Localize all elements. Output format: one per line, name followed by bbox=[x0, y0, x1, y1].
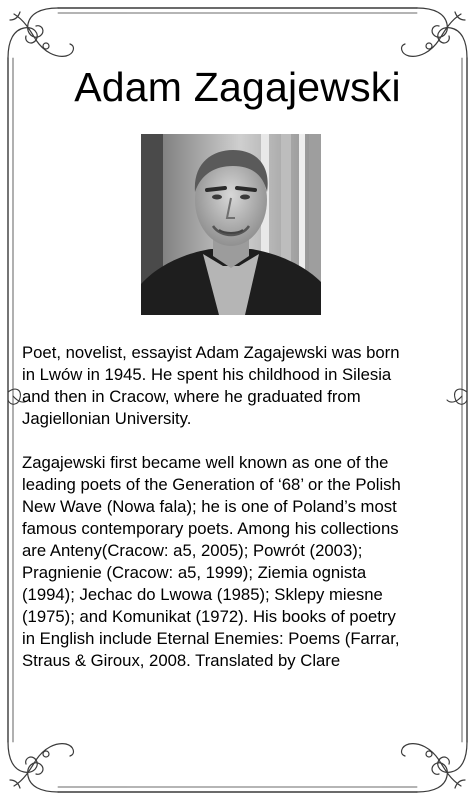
bio-line: and then in Cracow, where he graduated from bbox=[22, 387, 361, 406]
bio-line: in Lwów in 1945. He spent his childhood in Silesia bbox=[22, 365, 392, 384]
bio-line: Pragnienie (Cracow: a5, 1999); Ziemia ognista bbox=[22, 563, 367, 582]
bio-line: Poet, novelist, essayist Adam Zagajewski was born bbox=[22, 343, 400, 362]
corner-flourish-top-left bbox=[8, 8, 73, 58]
bio-line: Zagajewski first became well known as one of the bbox=[22, 453, 389, 472]
bio-line: leading poets of the Generation of ‘68’ or the Polish bbox=[22, 475, 401, 494]
bio-line: in English include Eternal Enemies: Poems (Farrar, bbox=[22, 629, 400, 648]
page-title: Adam Zagajewski bbox=[74, 64, 401, 110]
bio-line: Jagiellonian University. bbox=[22, 409, 192, 428]
biography-text bbox=[22, 342, 462, 672]
bio-line: Straus & Giroux, 2008. Translated by Clare bbox=[22, 651, 341, 670]
paragraph-gap bbox=[22, 430, 462, 452]
portrait-photo bbox=[141, 134, 321, 315]
bio-line: (1975); and Komunikat (1972). His books of poetry bbox=[22, 607, 396, 626]
corner-flourish-bottom-left bbox=[8, 742, 73, 792]
corner-flourish-bottom-right bbox=[402, 742, 467, 792]
portrait-illustration bbox=[141, 134, 321, 315]
corner-flourish-top-right bbox=[402, 8, 467, 58]
bio-line: New Wave (Nowa fala); he is one of Poland’s most bbox=[22, 497, 397, 516]
bio-line: (1994); Jechac do Lwowa (1985); Sklepy miesne bbox=[22, 585, 383, 604]
bio-line: are Anteny(Cracow: a5, 2005); Powrót (2003); bbox=[22, 541, 363, 560]
bio-line: famous contemporary poets. Among his collections bbox=[22, 519, 399, 538]
